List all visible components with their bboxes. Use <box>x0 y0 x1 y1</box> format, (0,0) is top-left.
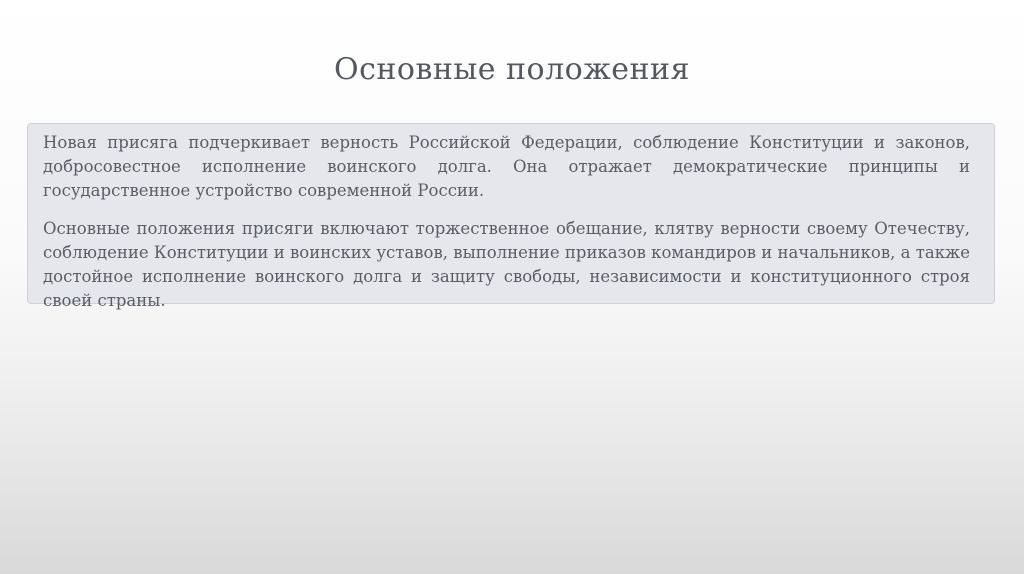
slide-title: Основные положения <box>334 52 690 87</box>
paragraph-oath-provisions: Основные положения присяги включают торжественное обещание, клятву верности своему Отечеству, соблюдение Конституции и воинских уставов, выполнение приказов командиров и начальников, а также достойное исполнение воинского долга и защиту свободы, независимости и конституционного строя своей страны. <box>43 219 970 310</box>
content-box <box>27 123 995 310</box>
paragraph-oath-emphasis: Новая присяга подчеркивает верность Российской Федерации, соблюдение Конституции и законов, добросовестное исполнение воинского долга. Она отражает демократические принципы и государственное устройство современной России. <box>43 133 970 200</box>
